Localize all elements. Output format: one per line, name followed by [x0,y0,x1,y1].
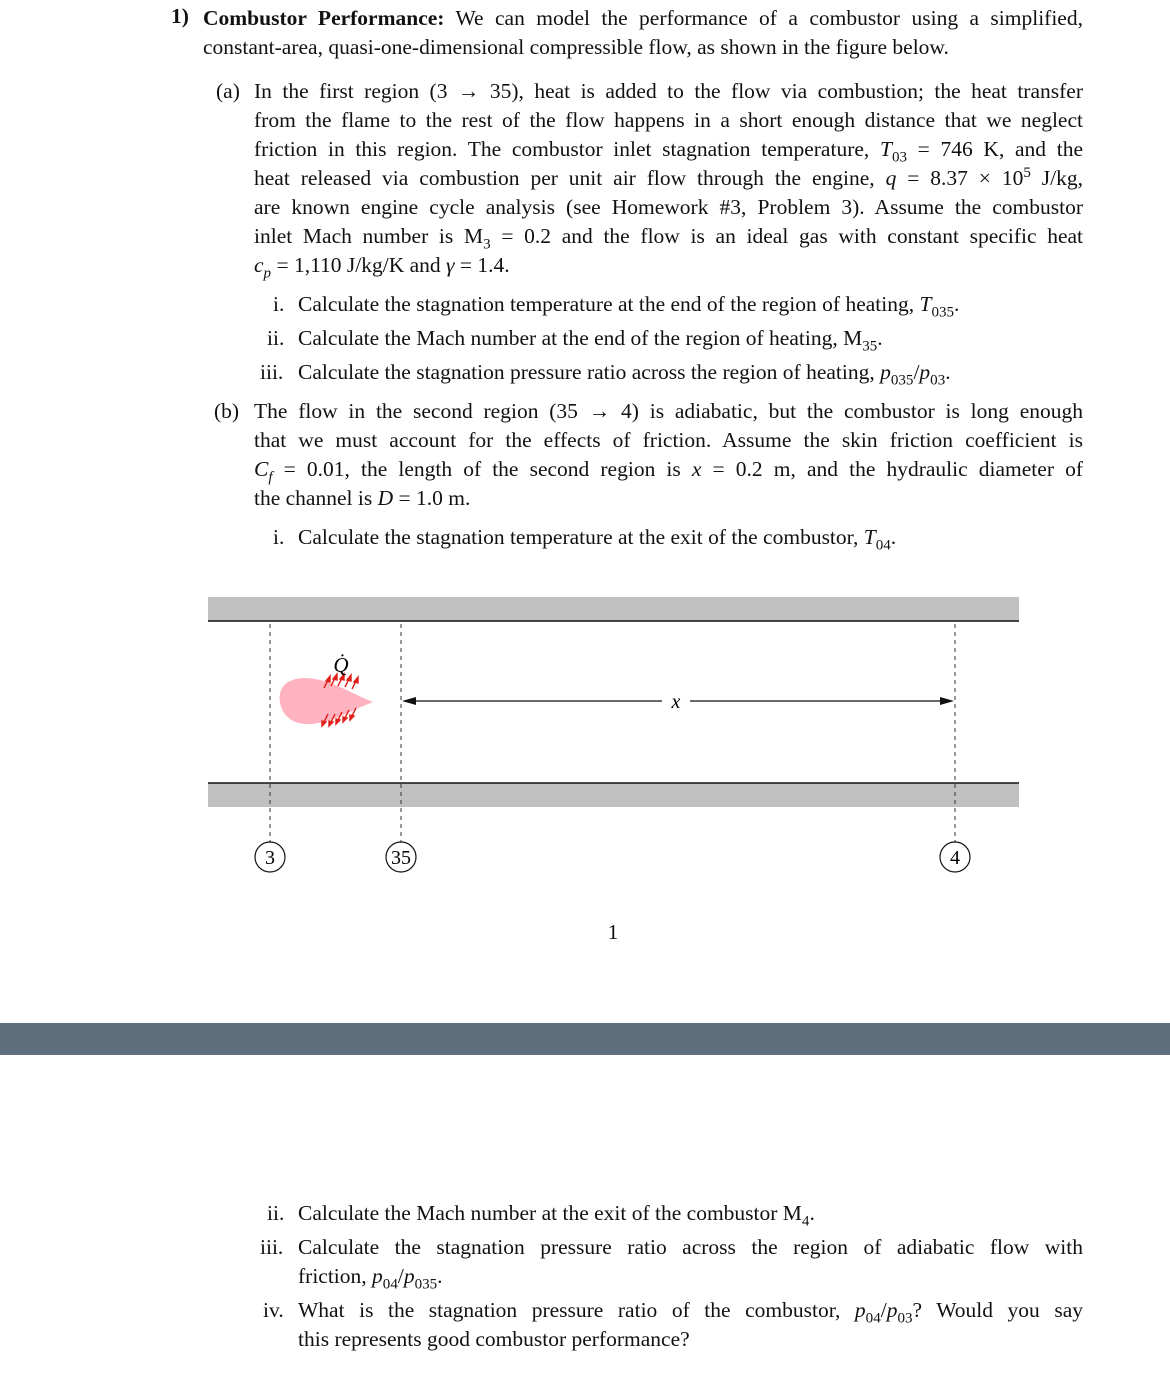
part-b-label: (b) [214,399,240,423]
part-b-item-i-num: i. [273,525,285,549]
part-a-line-2: from the flame to the rest of the flow happens in a short enough distance that we neglect [254,108,1083,132]
part-b-item-iii: Calculate the stagnation pressure ratio across the region of adiabatic flow with friction, $p_{04}/p_{035}$. [298,1235,1083,1293]
combustor-diagram [0,590,1170,880]
length-label: x [671,691,681,713]
heat-label: Q̇ [333,653,349,677]
part-a-item-i: Calculate the stagnation temperature at the end of the region of heating, $T_{035}$. [298,292,960,321]
part-a-item-i-num: i. [273,292,285,316]
station-4-label: 4 [950,847,960,869]
station-35-label: 35 [391,847,411,869]
part-a-item-iii-num: iii. [260,360,284,384]
part-b-item-iii-num: iii. [260,1235,284,1259]
part-b-line-2: that we must account for the effects of friction. Assume the skin friction coefficient is [254,428,1083,452]
part-b-item-i: Calculate the stagnation temperature at the exit of the combustor, $T_{04}$. [298,525,897,554]
part-a-line-5: are known engine cycle analysis (see Homework #3, Problem 3). Assume the combustor [254,195,1083,219]
part-a-item-ii-num: ii. [267,326,285,350]
part-a-text [254,77,1083,280]
length-arrowhead-left [402,697,416,705]
page-number: 1 [607,920,619,944]
problem-number: 1) [171,4,189,28]
part-a-label: (a) [216,79,240,103]
page-separator [0,1023,1170,1055]
intro-line-2: constant-area, quasi-one-dimensional compressible flow, as shown in the figure below. [203,35,949,59]
problem-title: Combustor Performance: [203,6,445,30]
part-b-item-ii-num: ii. [267,1201,285,1225]
part-a-item-ii: Calculate the Mach number at the end of the region of heating, $M_{35}$. [298,326,883,355]
part-b-item-iv: What is the stagnation pressure ratio of the combustor, $p_{04}/p_{03}$? Would you say this represents good combustor performance? [298,1298,1083,1351]
part-b-item-ii: Calculate the Mach number at the exit of the combustor $M_4$. [298,1201,815,1230]
part-a-line-1: In the first region (3 → 35), heat is added to the flow via combustion; the heat transfer [254,79,1083,103]
part-b-line-3: $C_f = 0.01$, the length of the second region is x = 0.2 m, and the hydraulic diameter of [254,457,1083,486]
upper-wall [208,597,1019,621]
part-b-text [254,397,1083,513]
station-3-label: 3 [265,847,275,869]
part-a-line-4: heat released via combustion per unit air flow through the engine, $q = 8.37 \times 10^5$ J/kg, [254,164,1083,190]
part-a-line-6: inlet Mach number is $M_3 = 0.2$ and the flow is an ideal gas with constant specific heat [254,224,1083,253]
part-b-line-1: The flow in the second region (35 → 4) is adiabatic, but the combustor is long enough [254,399,1083,423]
part-b-item-iv-num: iv. [263,1298,284,1322]
part-a-line-7: $c_p = 1,110$ J/kg/K and γ = 1.4. [254,253,510,282]
lower-wall [208,783,1019,807]
problem-intro [203,4,1083,62]
part-a-line-3: friction in this region. The combustor inlet stagnation temperature, $T_{03} = 746$ K, and the [254,137,1083,166]
intro-line-1: We can model the performance of a combustor using a simplified, [455,6,1083,30]
part-a-item-iii: Calculate the stagnation pressure ratio across the region of heating, $p_{035}/p_{03}$. [298,360,951,389]
part-b-line-4: the channel is D = 1.0 m. [254,486,471,510]
length-arrowhead-right [940,697,954,705]
